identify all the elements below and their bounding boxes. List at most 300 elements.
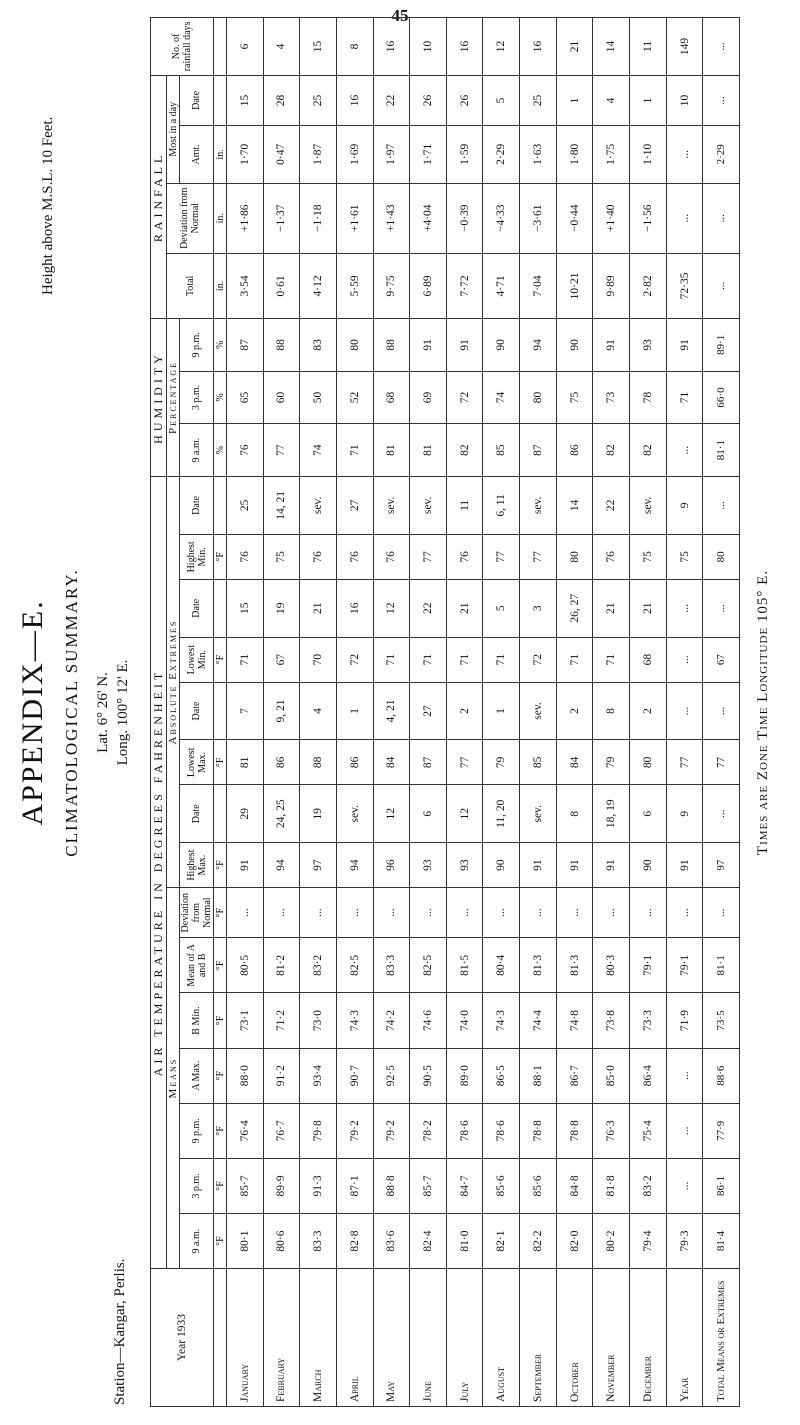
total-day: ... xyxy=(703,75,740,125)
col-date-4: Date xyxy=(180,476,214,534)
cell-hmin: 77 xyxy=(483,534,520,579)
month-label: August xyxy=(483,1269,520,1407)
month-label: November xyxy=(593,1269,630,1407)
cell-lmax: 81 xyxy=(227,740,264,785)
station-height: Height above M.S.L. 10 Feet. xyxy=(40,116,56,295)
cell-rdays: 14 xyxy=(593,18,630,76)
cell-lmax: 88 xyxy=(300,740,337,785)
cell-day: 22 xyxy=(373,75,410,125)
cell-amt: 1·70 xyxy=(227,126,264,184)
cell-dev: ... xyxy=(666,888,703,938)
col-hum-3pm: 3 p.m. xyxy=(180,371,214,424)
unit: % xyxy=(214,319,227,372)
col-highest-max: Highest Max. xyxy=(180,843,214,888)
cell-hmin_d: sev. xyxy=(373,476,410,534)
cell-lmin: 71 xyxy=(593,637,630,682)
cell-bmin: 74·8 xyxy=(556,993,593,1048)
cell-h9a: ... xyxy=(666,424,703,477)
cell-a9: 80·1 xyxy=(227,1214,264,1269)
cell-dev: ... xyxy=(483,888,520,938)
cell-day: 25 xyxy=(300,75,337,125)
cell-rtot: 9·75 xyxy=(373,253,410,318)
cell-hmax: 94 xyxy=(336,843,373,888)
cell-dev: ... xyxy=(263,888,300,938)
cell-amax: 85·0 xyxy=(593,1048,630,1103)
cell-hmax_d: 11, 20 xyxy=(483,785,520,843)
cell-amax: 88·1 xyxy=(520,1048,557,1103)
unit: °F xyxy=(214,740,227,785)
cell-rtot: 5·59 xyxy=(336,253,373,318)
cell-amt: 1·75 xyxy=(593,126,630,184)
cell-a9: 82·2 xyxy=(520,1214,557,1269)
cell-a9: 80·2 xyxy=(593,1214,630,1269)
total-hmin_d: ... xyxy=(703,476,740,534)
cell-lmax: 87 xyxy=(410,740,447,785)
month-label: January xyxy=(227,1269,264,1407)
cell-rdays: 4 xyxy=(263,18,300,76)
cell-dev: ... xyxy=(410,888,447,938)
cell-lmax: 85 xyxy=(520,740,557,785)
cell-h9p: 94 xyxy=(520,319,557,372)
cell-lmin_d: 21 xyxy=(446,579,483,637)
month-label: March xyxy=(300,1269,337,1407)
cell-mean: 80·3 xyxy=(593,938,630,993)
col-9pm: 9 p.m. xyxy=(180,1103,214,1158)
unit: °F xyxy=(214,888,227,938)
unit: °F xyxy=(214,637,227,682)
means-header: Means xyxy=(167,888,180,1269)
cell-a9: 79·3 xyxy=(666,1214,703,1269)
cell-lmax: 77 xyxy=(666,740,703,785)
cell-day: 15 xyxy=(227,75,264,125)
total-lmax_d: ... xyxy=(703,682,740,740)
total-rdev: ... xyxy=(703,183,740,253)
cell-dev: ... xyxy=(336,888,373,938)
cell-hmin_d: 14 xyxy=(556,476,593,534)
cell-hmin: 76 xyxy=(336,534,373,579)
cell-rdev: −3·61 xyxy=(520,183,557,253)
total-lmin_d: ... xyxy=(703,579,740,637)
cell-lmin_d: 15 xyxy=(227,579,264,637)
month-label: Year xyxy=(666,1269,703,1407)
cell-h3p: 71 xyxy=(666,371,703,424)
cell-mean: 82·5 xyxy=(336,938,373,993)
total-h9p: 89·1 xyxy=(703,319,740,372)
total-p3: 86·1 xyxy=(703,1158,740,1213)
unit: % xyxy=(214,424,227,477)
cell-rdays: 6 xyxy=(227,18,264,76)
cell-a9: 83·3 xyxy=(300,1214,337,1269)
cell-hmin: 76 xyxy=(593,534,630,579)
cell-rdays: 12 xyxy=(483,18,520,76)
cell-p3: 83·2 xyxy=(630,1158,667,1213)
cell-p9: 79·2 xyxy=(373,1103,410,1158)
cell-amax: 90·7 xyxy=(336,1048,373,1103)
cell-hmin_d: 14, 21 xyxy=(263,476,300,534)
cell-lmin: 72 xyxy=(520,637,557,682)
cell-h9p: 90 xyxy=(556,319,593,372)
cell-a9: 81·0 xyxy=(446,1214,483,1269)
unit: °F xyxy=(214,1048,227,1103)
cell-amax: 90·5 xyxy=(410,1048,447,1103)
cell-lmax_d: 1 xyxy=(336,682,373,740)
cell-p3: 87·1 xyxy=(336,1158,373,1213)
cell-amt: 1·63 xyxy=(520,126,557,184)
unit-blank xyxy=(214,476,227,534)
cell-p3: ... xyxy=(666,1158,703,1213)
cell-rdev: −1·56 xyxy=(630,183,667,253)
cell-dev: ... xyxy=(593,888,630,938)
cell-hmin_d: 22 xyxy=(593,476,630,534)
cell-h9a: 77 xyxy=(263,424,300,477)
table-row xyxy=(336,18,373,1407)
cell-lmin_d: 16 xyxy=(336,579,373,637)
cell-rdays: 149 xyxy=(666,18,703,76)
cell-lmax_d: 2 xyxy=(556,682,593,740)
cell-h3p: 50 xyxy=(300,371,337,424)
cell-h3p: 73 xyxy=(593,371,630,424)
unit: °F xyxy=(214,1103,227,1158)
cell-hmax: 91 xyxy=(227,843,264,888)
cell-a9: 79·4 xyxy=(630,1214,667,1269)
cell-day: 25 xyxy=(520,75,557,125)
cell-day: 26 xyxy=(446,75,483,125)
cell-hmax_d: 18, 19 xyxy=(593,785,630,843)
table-row xyxy=(520,18,557,1407)
cell-rdays: 16 xyxy=(373,18,410,76)
table-row xyxy=(373,18,410,1407)
table-row xyxy=(666,18,703,1407)
cell-p3: 81·8 xyxy=(593,1158,630,1213)
unit-blank xyxy=(214,785,227,843)
month-label: July xyxy=(446,1269,483,1407)
cell-amt: 2·29 xyxy=(483,126,520,184)
cell-rdays: 16 xyxy=(446,18,483,76)
cell-h3p: 74 xyxy=(483,371,520,424)
cell-hmax_d: 29 xyxy=(227,785,264,843)
cell-lmin: ... xyxy=(666,637,703,682)
col-date-3: Date xyxy=(180,579,214,637)
cell-lmax_d: 27 xyxy=(410,682,447,740)
month-label: December xyxy=(630,1269,667,1407)
cell-hmin: 75 xyxy=(630,534,667,579)
cell-rdev: −1·18 xyxy=(300,183,337,253)
col-rain-amount: Amt. xyxy=(180,126,214,184)
humidity-header: HUMIDITY xyxy=(151,319,167,477)
cell-dev: ... xyxy=(300,888,337,938)
cell-a9: 82·0 xyxy=(556,1214,593,1269)
total-mean: 81·1 xyxy=(703,938,740,993)
cell-lmax_d: 8 xyxy=(593,682,630,740)
page-number: 45 xyxy=(391,6,409,25)
appendix-title: APPENDIX—E. xyxy=(16,599,49,826)
cell-p9: 76·7 xyxy=(263,1103,300,1158)
cell-hmin_d: sev. xyxy=(410,476,447,534)
cell-hmax_d: 6 xyxy=(410,785,447,843)
most-in-a-day-header: Most in a day xyxy=(167,75,180,183)
cell-mean: 82·5 xyxy=(410,938,447,993)
cell-lmin_d: 26, 27 xyxy=(556,579,593,637)
cell-day: 16 xyxy=(336,75,373,125)
cell-day: 10 xyxy=(666,75,703,125)
total-hmax: 97 xyxy=(703,843,740,888)
month-label: April xyxy=(336,1269,373,1407)
cell-rdays: 8 xyxy=(336,18,373,76)
col-9am: 9 a.m. xyxy=(180,1214,214,1269)
cell-hmax: 91 xyxy=(556,843,593,888)
cell-rdev: +1·61 xyxy=(336,183,373,253)
cell-p3: 85·7 xyxy=(227,1158,264,1213)
unit: °F xyxy=(214,993,227,1048)
col-highest-min: Highest Min. xyxy=(180,534,214,579)
cell-rdev: +1·86 xyxy=(227,183,264,253)
cell-dev: ... xyxy=(446,888,483,938)
unit: °F xyxy=(214,843,227,888)
cell-h9p: 91 xyxy=(593,319,630,372)
cell-rdev: +1·40 xyxy=(593,183,630,253)
cell-amax: 88·0 xyxy=(227,1048,264,1103)
header-row-groups xyxy=(151,18,167,1407)
climate-table-body xyxy=(214,18,740,1407)
cell-amax: 86·5 xyxy=(483,1048,520,1103)
cell-dev: ... xyxy=(373,888,410,938)
cell-mean: 81·3 xyxy=(556,938,593,993)
unit-blank xyxy=(214,75,227,125)
total-hmax_d: ... xyxy=(703,785,740,843)
unit: in. xyxy=(214,253,227,318)
unit: in. xyxy=(214,126,227,184)
cell-rdev: ... xyxy=(666,183,703,253)
cell-lmin: 71 xyxy=(556,637,593,682)
cell-rdays: 21 xyxy=(556,18,593,76)
cell-dev: ... xyxy=(227,888,264,938)
cell-hmax_d: 19 xyxy=(300,785,337,843)
cell-hmax: 93 xyxy=(410,843,447,888)
cell-hmax_d: sev. xyxy=(336,785,373,843)
cell-h9a: 81 xyxy=(410,424,447,477)
cell-hmin: 76 xyxy=(373,534,410,579)
unit-blank xyxy=(214,579,227,637)
cell-amt: 1·10 xyxy=(630,126,667,184)
cell-a9: 82·1 xyxy=(483,1214,520,1269)
cell-h3p: 69 xyxy=(410,371,447,424)
cell-lmin_d: 22 xyxy=(410,579,447,637)
col-mean-ab: Mean of A and B xyxy=(180,938,214,993)
total-dev: ... xyxy=(703,888,740,938)
total-rtot: ... xyxy=(703,253,740,318)
cell-rtot: 7·04 xyxy=(520,253,557,318)
col-lowest-max: Lowest Max. xyxy=(180,740,214,785)
cell-amax: 91·2 xyxy=(263,1048,300,1103)
cell-mean: 83·3 xyxy=(373,938,410,993)
total-lmin: 67 xyxy=(703,637,740,682)
cell-hmin: 76 xyxy=(300,534,337,579)
cell-lmax_d: 9, 21 xyxy=(263,682,300,740)
cell-bmin: 74·4 xyxy=(520,993,557,1048)
cell-hmax_d: 9 xyxy=(666,785,703,843)
cell-rtot: 4·12 xyxy=(300,253,337,318)
cell-rdays: 16 xyxy=(520,18,557,76)
cell-lmin: 68 xyxy=(630,637,667,682)
table-row xyxy=(446,18,483,1407)
cell-rdev: −0·39 xyxy=(446,183,483,253)
cell-amt: 1·69 xyxy=(336,126,373,184)
cell-h9a: 81 xyxy=(373,424,410,477)
cell-lmax: 86 xyxy=(336,740,373,785)
cell-rtot: 9·89 xyxy=(593,253,630,318)
unit: °F xyxy=(214,1214,227,1269)
cell-lmin_d: 19 xyxy=(263,579,300,637)
cell-bmin: 74·3 xyxy=(483,993,520,1048)
cell-rtot: 7·72 xyxy=(446,253,483,318)
cell-amt: 1·59 xyxy=(446,126,483,184)
cell-lmax_d: sev. xyxy=(520,682,557,740)
cell-hmin_d: 9 xyxy=(666,476,703,534)
absolute-extremes-header: Absolute Extremes xyxy=(167,476,180,887)
rainfall-header: RAINFALL xyxy=(151,75,167,318)
cell-h9a: 82 xyxy=(593,424,630,477)
cell-amt: 1·80 xyxy=(556,126,593,184)
cell-rtot: 0·61 xyxy=(263,253,300,318)
cell-lmax: 77 xyxy=(446,740,483,785)
cell-lmax: 86 xyxy=(263,740,300,785)
cell-lmin: 71 xyxy=(410,637,447,682)
cell-rtot: 72·35 xyxy=(666,253,703,318)
cell-lmax_d: ... xyxy=(666,682,703,740)
header-row-subgroups xyxy=(167,18,180,1407)
cell-hmax_d: 6 xyxy=(630,785,667,843)
cell-h9a: 87 xyxy=(520,424,557,477)
cell-hmin: 77 xyxy=(410,534,447,579)
col-date-1: Date xyxy=(180,785,214,843)
cell-lmin: 71 xyxy=(373,637,410,682)
climate-table xyxy=(150,17,740,1407)
cell-dev: ... xyxy=(520,888,557,938)
cell-hmax: 91 xyxy=(666,843,703,888)
cell-h9p: 93 xyxy=(630,319,667,372)
total-amt: 2·29 xyxy=(703,126,740,184)
cell-day: 26 xyxy=(410,75,447,125)
cell-lmax_d: 4 xyxy=(300,682,337,740)
month-label: May xyxy=(373,1269,410,1407)
cell-h3p: 72 xyxy=(446,371,483,424)
month-label: February xyxy=(263,1269,300,1407)
cell-hmin_d: 11 xyxy=(446,476,483,534)
col-rain-deviation: Deviation from Normal xyxy=(167,183,214,253)
cell-a9: 82·4 xyxy=(410,1214,447,1269)
cell-rdays: 10 xyxy=(410,18,447,76)
cell-hmax: 91 xyxy=(520,843,557,888)
cell-rtot: 2·82 xyxy=(630,253,667,318)
cell-p9: ... xyxy=(666,1103,703,1158)
cell-day: 1 xyxy=(556,75,593,125)
total-a9: 81·4 xyxy=(703,1214,740,1269)
col-hum-9pm: 9 p.m. xyxy=(180,319,214,372)
cell-hmax: 91 xyxy=(593,843,630,888)
table-row xyxy=(483,18,520,1407)
cell-lmin_d: 3 xyxy=(520,579,557,637)
units-row xyxy=(214,18,227,1407)
cell-lmax: 84 xyxy=(556,740,593,785)
cell-rdays: 11 xyxy=(630,18,667,76)
cell-rdays: 15 xyxy=(300,18,337,76)
total-p9: 77·9 xyxy=(703,1103,740,1158)
cell-lmin_d: 5 xyxy=(483,579,520,637)
cell-hmin_d: sev. xyxy=(520,476,557,534)
cell-amt: 0·47 xyxy=(263,126,300,184)
units-label xyxy=(214,1269,227,1407)
total-h9a: 81·1 xyxy=(703,424,740,477)
header-block xyxy=(0,0,150,1425)
longitude: Long. 100° 12' E. xyxy=(115,659,131,766)
table-row xyxy=(227,18,264,1407)
cell-bmin: 71·9 xyxy=(666,993,703,1048)
month-label: September xyxy=(520,1269,557,1407)
cell-mean: 81·3 xyxy=(520,938,557,993)
cell-hmax: 93 xyxy=(446,843,483,888)
cell-lmin: 67 xyxy=(263,637,300,682)
cell-h9p: 91 xyxy=(666,319,703,372)
unit: in. xyxy=(214,183,227,253)
cell-mean: 81·2 xyxy=(263,938,300,993)
cell-rdev: −4·33 xyxy=(483,183,520,253)
cell-p9: 78·8 xyxy=(556,1103,593,1158)
total-hmin: 80 xyxy=(703,534,740,579)
cell-bmin: 74·3 xyxy=(336,993,373,1048)
cell-h3p: 68 xyxy=(373,371,410,424)
cell-p3: 88·8 xyxy=(373,1158,410,1213)
total-rdays: ... xyxy=(703,18,740,76)
cell-lmin: 71 xyxy=(227,637,264,682)
cell-hmin_d: sev. xyxy=(630,476,667,534)
cell-hmin_d: sev. xyxy=(300,476,337,534)
cell-lmax_d: 2 xyxy=(630,682,667,740)
col-a-max: A Max. xyxy=(180,1048,214,1103)
cell-lmin: 71 xyxy=(483,637,520,682)
cell-hmin_d: 27 xyxy=(336,476,373,534)
col-temp-deviation: Deviation from Normal xyxy=(180,888,214,938)
cell-h9p: 88 xyxy=(263,319,300,372)
cell-p9: 76·4 xyxy=(227,1103,264,1158)
cell-bmin: 74·0 xyxy=(446,993,483,1048)
cell-a9: 83·6 xyxy=(373,1214,410,1269)
cell-p9: 78·6 xyxy=(483,1103,520,1158)
cell-hmax_d: sev. xyxy=(520,785,557,843)
cell-h3p: 60 xyxy=(263,371,300,424)
cell-h9a: 71 xyxy=(336,424,373,477)
cell-hmax: 90 xyxy=(483,843,520,888)
cell-amt: 1·97 xyxy=(373,126,410,184)
cell-hmax: 90 xyxy=(630,843,667,888)
cell-lmax: 79 xyxy=(593,740,630,785)
unit: °F xyxy=(214,938,227,993)
rainfall-days-header: No. of rainfall days xyxy=(151,18,214,76)
cell-hmax: 94 xyxy=(263,843,300,888)
cell-h9p: 91 xyxy=(446,319,483,372)
cell-mean: 80·5 xyxy=(227,938,264,993)
cell-amax: 89·0 xyxy=(446,1048,483,1103)
cell-hmax_d: 24, 25 xyxy=(263,785,300,843)
cell-rdev: −1·37 xyxy=(263,183,300,253)
cell-amt: 1·87 xyxy=(300,126,337,184)
summary-title: CLIMATOLOGICAL SUMMARY. xyxy=(62,568,81,857)
cell-h9a: 82 xyxy=(630,424,667,477)
cell-dev: ... xyxy=(556,888,593,938)
cell-amax: 92·5 xyxy=(373,1048,410,1103)
table-row xyxy=(630,18,667,1407)
cell-h9a: 82 xyxy=(446,424,483,477)
cell-h3p: 75 xyxy=(556,371,593,424)
